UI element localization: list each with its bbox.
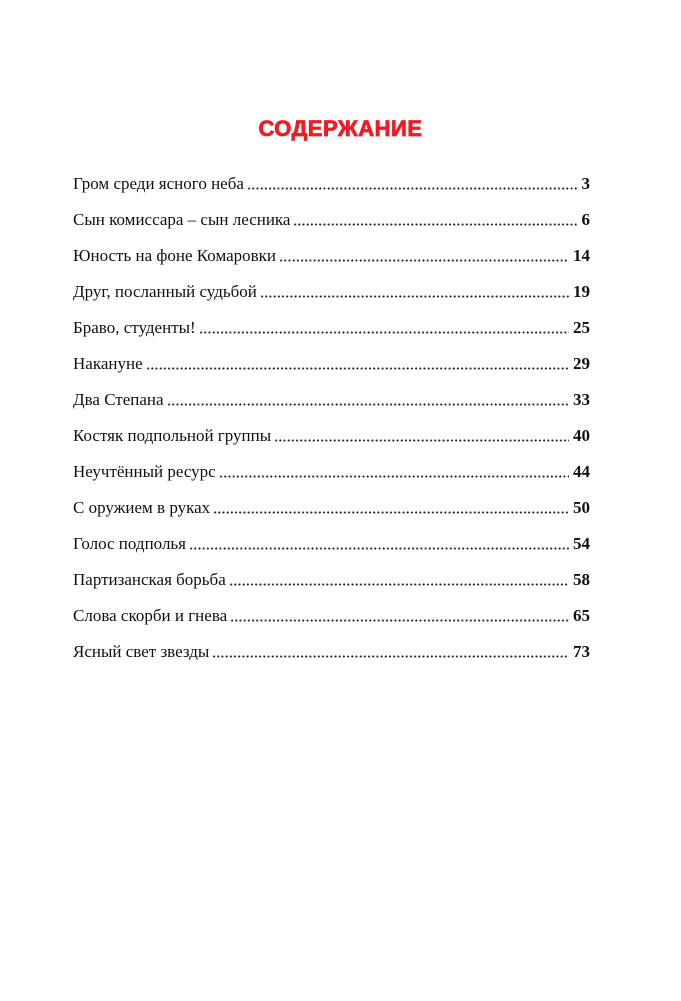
toc-entry-title: Голос подполья xyxy=(73,534,186,553)
toc-entry-page: 19 xyxy=(573,282,590,301)
toc-entry-title: Партизанская борьба xyxy=(73,570,226,589)
toc-entry xyxy=(73,590,590,626)
toc-entry-title: Два Степана xyxy=(73,390,164,409)
toc-entry-title: Ясный свет звезды xyxy=(73,642,210,661)
toc-entry-page: 25 xyxy=(573,318,590,337)
dot-leader xyxy=(247,187,578,190)
dot-leader xyxy=(229,583,569,586)
toc-entry xyxy=(73,194,590,230)
dot-leader xyxy=(293,223,577,226)
toc-entry-page: 44 xyxy=(573,462,590,481)
table-of-contents xyxy=(73,158,590,662)
page-title: СОДЕРЖАНИЕ xyxy=(258,116,423,141)
toc-entry-page: 54 xyxy=(573,534,590,553)
dot-leader xyxy=(212,655,569,658)
toc-entry-title: Слова скорби и гнева xyxy=(73,606,228,625)
dot-leader xyxy=(146,367,569,370)
toc-entry-title: Гром среди ясного неба xyxy=(73,174,244,193)
toc-entry-page: 65 xyxy=(573,606,590,625)
toc-entry-title: Сын комиссара – сын лесника xyxy=(73,210,291,229)
dot-leader xyxy=(230,619,569,622)
toc-entry xyxy=(73,518,590,554)
toc-entry xyxy=(73,482,590,518)
dot-leader xyxy=(199,331,569,334)
dot-leader xyxy=(219,475,569,478)
toc-entry-page: 14 xyxy=(573,246,590,265)
toc-entry-title: Костяк подпольной группы xyxy=(73,426,272,445)
toc-entry xyxy=(73,410,590,446)
toc-entry-page: 50 xyxy=(573,498,590,517)
toc-entry-title: Браво, студенты! xyxy=(73,318,196,337)
toc-entry xyxy=(73,374,590,410)
dot-leader xyxy=(213,511,569,514)
toc-entry-page: 29 xyxy=(573,354,590,373)
toc-entry-title: Юность на фоне Комаровки xyxy=(73,246,277,265)
toc-entry xyxy=(73,158,590,194)
toc-entry xyxy=(73,338,590,374)
toc-entry-title: Друг, посланный судьбой xyxy=(73,282,257,301)
dot-leader xyxy=(167,403,569,406)
toc-entry-page: 40 xyxy=(573,426,590,445)
toc-entry xyxy=(73,230,590,266)
toc-entry xyxy=(73,446,590,482)
toc-entry-title: С оружием в руках xyxy=(73,498,211,517)
toc-entry xyxy=(73,626,590,662)
toc-entry-title: Неучтённый ресурс xyxy=(73,462,216,481)
toc-entry-title: Накануне xyxy=(73,354,143,373)
toc-entry-page: 33 xyxy=(573,390,590,409)
dot-leader xyxy=(260,295,569,298)
toc-entry-page: 58 xyxy=(573,570,590,589)
dot-leader xyxy=(189,547,569,550)
toc-entry xyxy=(73,266,590,302)
toc-entry-page: 6 xyxy=(581,210,590,229)
toc-entry xyxy=(73,302,590,338)
toc-entry xyxy=(73,554,590,590)
toc-entry-page: 73 xyxy=(573,642,590,661)
dot-leader xyxy=(274,439,569,442)
dot-leader xyxy=(279,259,569,262)
toc-entry-page: 3 xyxy=(581,174,590,193)
